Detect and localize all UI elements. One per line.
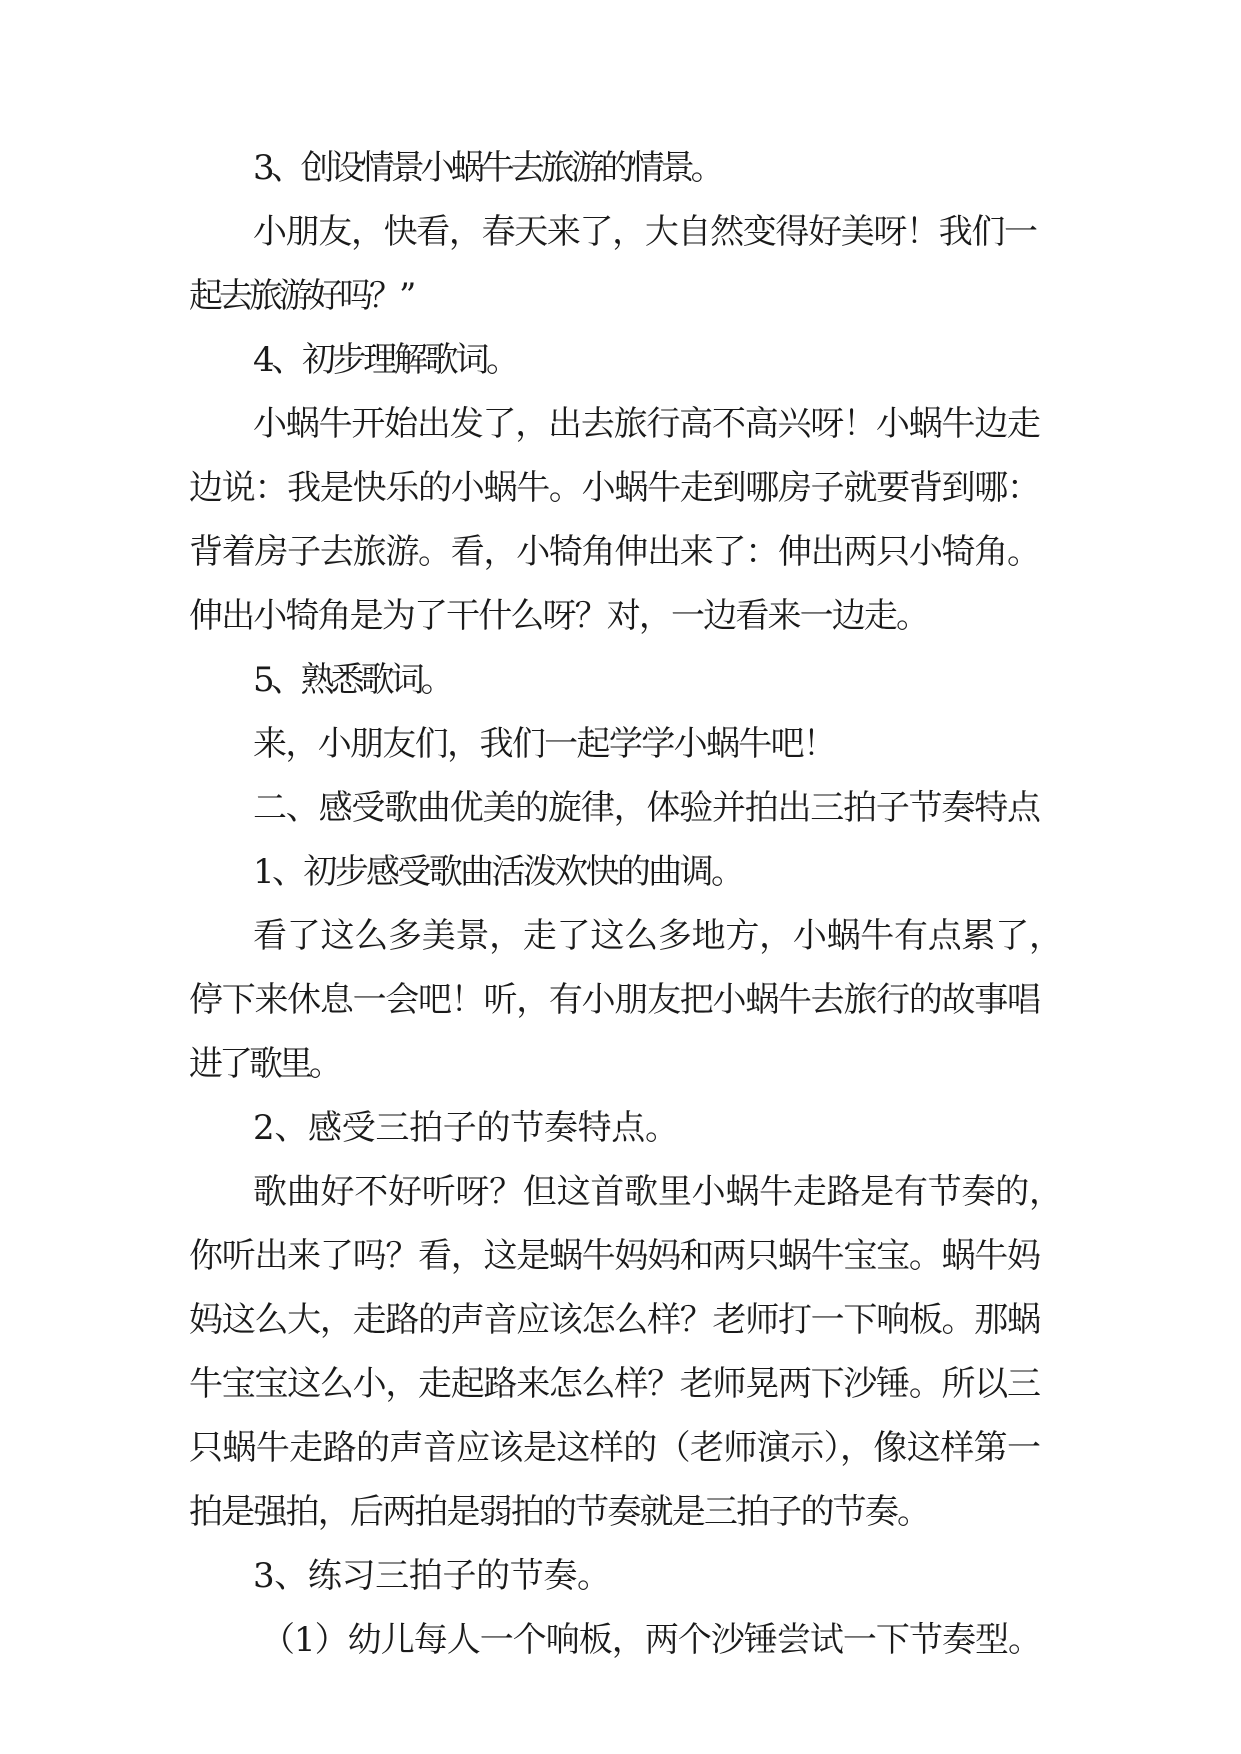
line-01: 3、创设情景小蜗牛去旅游的情景。 bbox=[253, 148, 721, 188]
line-23: 3、练习三拍子的节奏。 bbox=[253, 1556, 611, 1596]
line-09: 5、熟悉歌词。 bbox=[253, 660, 451, 700]
line-02: 小朋友，快看，春天来了，大自然变得好美呀！我们一 bbox=[253, 212, 1037, 252]
line-11: 二、感受歌曲优美的旋律，体验并拍出三拍子节奏特点 bbox=[253, 788, 1040, 828]
line-03: 起去旅游好吗？” bbox=[189, 276, 413, 316]
line-16: 2、感受三拍子的节奏特点。 bbox=[253, 1108, 679, 1148]
line-21: 只蜗牛走路的声音应该是这样的（老师演示），像这样第一 bbox=[189, 1428, 1041, 1468]
line-18: 你听出来了吗？看，这是蜗牛妈妈和两只蜗牛宝宝。蜗牛妈 bbox=[189, 1236, 1040, 1276]
line-13: 看了这么多美景，走了这么多地方，小蜗牛有点累了， bbox=[253, 916, 1063, 956]
line-15: 进了歌里。 bbox=[189, 1044, 339, 1084]
line-24: （1）幼儿每人一个响板，两个沙锤尝试一下节奏型。 bbox=[261, 1620, 1042, 1660]
line-20: 牛宝宝这么小，走起路来怎么样？老师晃两下沙锤。所以三 bbox=[189, 1364, 1040, 1404]
line-17: 歌曲好不好听呀？但这首歌里小蜗牛走路是有节奏的， bbox=[253, 1172, 1063, 1212]
line-10: 来，小朋友们，我们一起学学小蜗牛吧！ bbox=[253, 724, 836, 764]
line-22: 拍是强拍，后两拍是弱拍的节奏就是三拍子的节奏。 bbox=[189, 1492, 930, 1532]
line-19: 妈这么大，走路的声音应该怎么样？老师打一下响板。那蜗 bbox=[189, 1300, 1040, 1340]
line-04: 4、初步理解歌词。 bbox=[253, 340, 517, 380]
line-06: 边说：我是快乐的小蜗牛。小蜗牛走到哪房子就要背到哪： bbox=[189, 468, 1040, 508]
line-12: 1、初步感受歌曲活泼欢快的曲调。 bbox=[253, 852, 743, 892]
line-08: 伸出小犄角是为了干什么呀？对，一边看来一边走。 bbox=[189, 596, 929, 636]
line-07: 背着房子去旅游。看，小犄角伸出来了：伸出两只小犄角。 bbox=[189, 532, 1040, 572]
line-05: 小蜗牛开始出发了，出去旅行高不高兴呀！小蜗牛边走 bbox=[253, 404, 1040, 444]
line-14: 停下来休息一会吧！听，有小朋友把小蜗牛去旅行的故事唱 bbox=[189, 980, 1040, 1020]
